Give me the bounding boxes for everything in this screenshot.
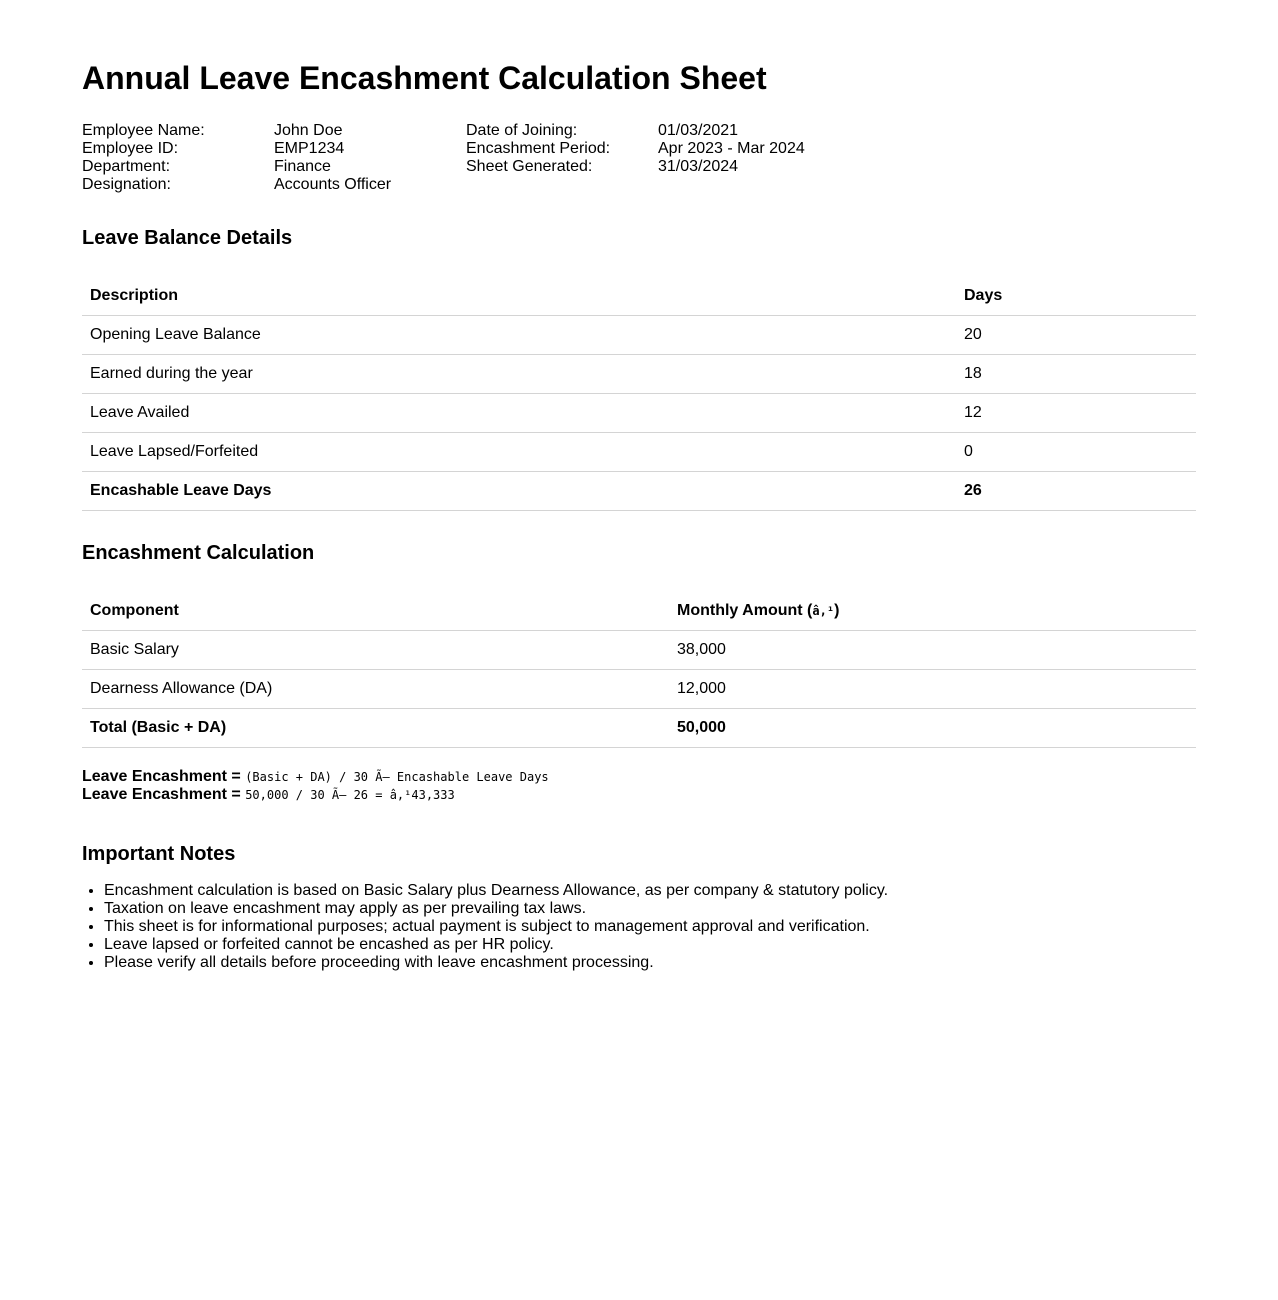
total-amount: 50,000: [669, 709, 1196, 748]
table-row: [82, 316, 1196, 355]
row-description: Leave Availed: [82, 394, 956, 433]
table-row: [82, 631, 1196, 670]
total-days: 26: [956, 472, 1196, 511]
designation-value: Accounts Officer: [274, 176, 392, 193]
total-label: Encashable Leave Days: [82, 472, 956, 511]
department-value: Finance: [274, 158, 331, 175]
column-header-component: Component: [82, 592, 669, 631]
column-header-description: Description: [82, 277, 956, 316]
list-item: • Please verify all details before proceeding with leave encashment processing.: [104, 954, 1196, 972]
important-notes-heading: Important Notes: [82, 843, 236, 865]
table-row: [82, 394, 1196, 433]
row-days: 12: [956, 394, 1196, 433]
row-days: 18: [956, 355, 1196, 394]
encashment-period-value: Apr 2023 - Mar 2024: [658, 140, 805, 157]
encashment-calculation-heading: Encashment Calculation: [82, 542, 315, 564]
row-days: 0: [956, 433, 1196, 472]
total-row: [82, 472, 1196, 511]
total-label: Total (Basic + DA): [82, 709, 669, 748]
formula-line: [82, 786, 1196, 804]
employee-id-label: Employee ID:: [82, 140, 179, 157]
list-item: • This sheet is for informational purposes; actual payment is subject to management approval and verification.: [104, 918, 1196, 936]
formula-expression: (Basic + DA) / 30 Ã— Encashable Leave Days: [245, 770, 549, 784]
list-item: • Taxation on leave encashment may apply as per prevailing tax laws.: [104, 900, 1196, 918]
table-row: [82, 355, 1196, 394]
row-amount: 12,000: [669, 670, 1196, 709]
sheet-generated-label: Sheet Generated:: [466, 158, 593, 175]
formula-block: [82, 768, 1196, 804]
column-header-monthly-amount: [669, 592, 1196, 631]
employee-name-value: John Doe: [274, 122, 343, 139]
encashment-table: [82, 592, 1196, 748]
table-row: [82, 433, 1196, 472]
joining-date-label: Date of Joining:: [466, 122, 578, 139]
total-row: [82, 709, 1196, 748]
row-description: Opening Leave Balance: [82, 316, 956, 355]
formula-result: 50,000 / 30 Ã— 26 = â‚¹43,333: [245, 788, 455, 802]
encashment-period-label: Encashment Period:: [466, 140, 611, 157]
employee-id-value: EMP1234: [274, 140, 345, 157]
row-amount: 38,000: [669, 631, 1196, 670]
leave-balance-heading: Leave Balance Details: [82, 227, 293, 249]
list-item: • Leave lapsed or forfeited cannot be encashed as per HR policy.: [104, 936, 1196, 954]
amount-header-close: ): [834, 602, 840, 619]
formula-label: Leave Encashment =: [82, 768, 241, 785]
column-header-days: Days: [956, 277, 1196, 316]
notes-list: [82, 882, 1196, 972]
department-label: Department:: [82, 158, 171, 175]
row-days: 20: [956, 316, 1196, 355]
amount-header-text: Monthly Amount (: [677, 602, 813, 619]
sheet-generated-value: 31/03/2024: [658, 158, 739, 175]
row-component: Dearness Allowance (DA): [82, 670, 669, 709]
formula-line: [82, 768, 1196, 786]
leave-balance-table: [82, 277, 1196, 511]
currency-symbol: â‚¹: [812, 604, 835, 618]
designation-label: Designation:: [82, 176, 171, 193]
row-description: Earned during the year: [82, 355, 956, 394]
joining-date-value: 01/03/2021: [658, 122, 739, 139]
list-item: • Encashment calculation is based on Basic Salary plus Dearness Allowance, as per company & statutory policy.: [104, 882, 1196, 900]
formula-label: Leave Encashment =: [82, 786, 241, 803]
employee-info: [82, 122, 1196, 194]
empty-cell: [658, 176, 850, 194]
row-description: Leave Lapsed/Forfeited: [82, 433, 956, 472]
row-component: Basic Salary: [82, 631, 669, 670]
table-row: [82, 670, 1196, 709]
employee-name-label: Employee Name:: [82, 122, 205, 139]
empty-cell: [466, 176, 658, 194]
page-title: Annual Leave Encashment Calculation Sheet: [82, 60, 767, 96]
table-header-row: [82, 277, 1196, 316]
table-header-row: [82, 592, 1196, 631]
